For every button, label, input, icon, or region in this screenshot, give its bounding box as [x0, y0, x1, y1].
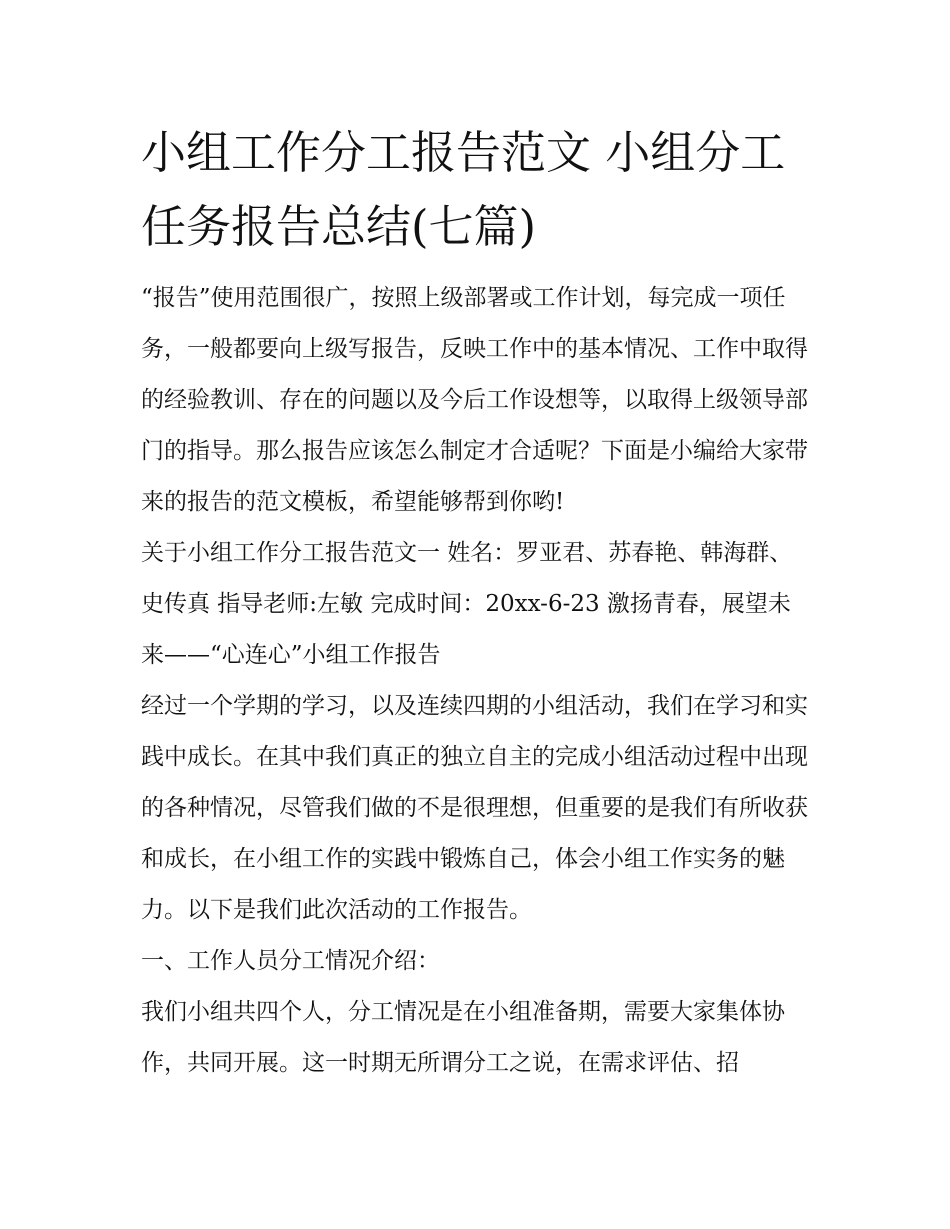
paragraph-division-details: 我们小组共四个人，分工情况是在小组准备期，需要大家集体协作，共同开展。这一时期无所谓分工之说，在需求评估、招 — [141, 999, 785, 1076]
paragraph-summary: 经过一个学期的学习，以及连续四期的小组活动，我们在学习和实践中成长。在其中我们真正的独立自主的完成小组活动过程中出现的各种情况，尽管我们做的不是很理想，但重要的是我们有所收获和成长，在小组工作的实践中锻炼自己，体会小组工作实务的魅力。以下是我们此次活动的工作报告。 — [141, 693, 808, 923]
document-content — [141, 116, 813, 1089]
paragraph-report-header: 关于小组工作分工报告范文一 姓名：罗亚君、苏春艳、韩海群、史传真 指导老师:左敏 完成时间：20xx-6-23 激扬青春，展望未来——“心连心”小组工作报告 — [141, 540, 793, 668]
section-heading-staff-division: 一、工作人员分工情况介绍： — [141, 948, 440, 974]
document-title: 小组工作分工报告范文 小组分工任务报告总结(七篇) — [141, 126, 786, 253]
document-body — [141, 273, 813, 1089]
paragraph-intro: “报告”使用范围很广，按照上级部署或工作计划，每完成一项任务，一般都要向上级写报告，反映工作中的基本情况、工作中取得的经验教训、存在的问题以及今后工作设想等，以取得上级领导部门的指导。那么报告应该怎么制定才合适呢？下面是小编给大家带来的报告的范文模板，希望能够帮到你哟! — [141, 285, 808, 515]
